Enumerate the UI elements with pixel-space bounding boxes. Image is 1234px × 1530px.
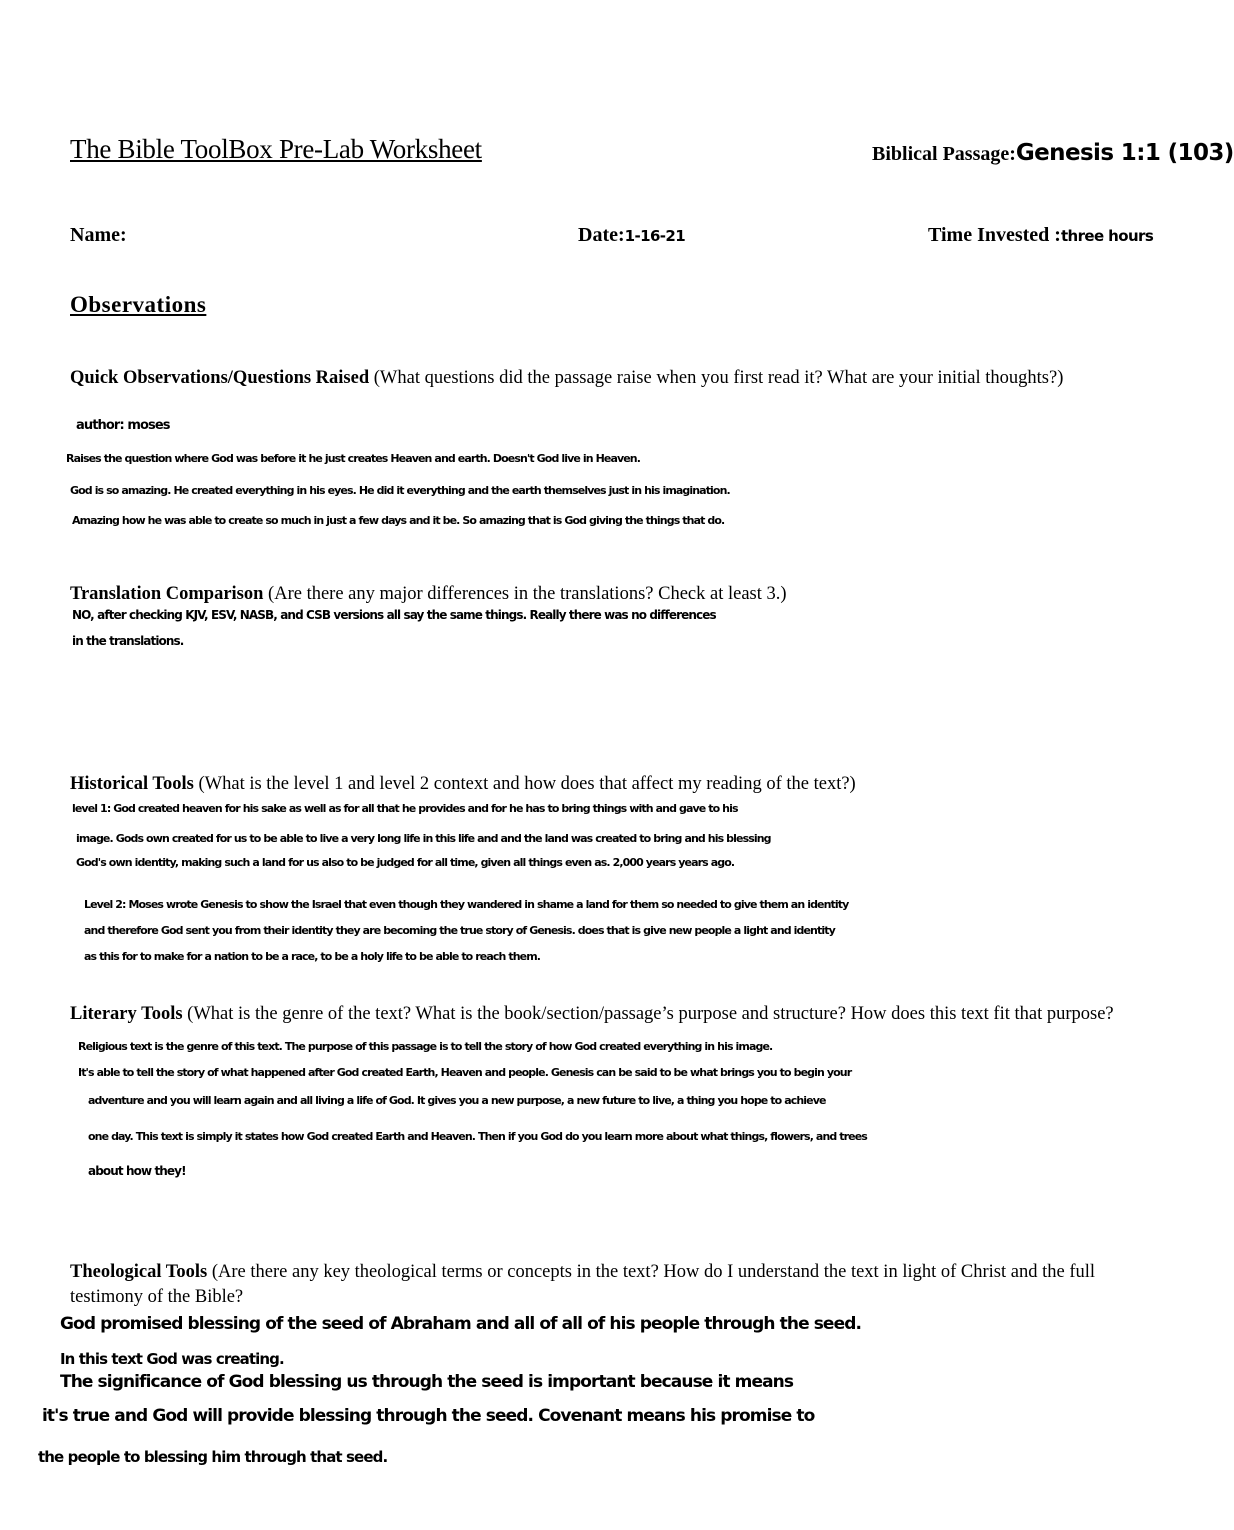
historical-answer-line: and therefore God sent you from their identity they are becoming the true story of Genesis. does that is give new people a light and identity — [84, 924, 835, 937]
observations-heading: Observations — [70, 292, 207, 317]
date-label: Date: — [578, 224, 625, 246]
name-field — [70, 224, 127, 247]
time-value: three hours — [1060, 227, 1154, 245]
theological-label: Theological Tools — [70, 1262, 208, 1282]
quick-answer-line: author: moses — [76, 418, 170, 433]
quick-observations-label: Quick Observations/Questions Raised — [70, 368, 370, 388]
passage-value: Genesis 1:1 (103) — [1015, 140, 1234, 166]
quick-observations-question: (What questions did the passage raise when you first read it? What are your initial thoughts?) — [369, 368, 1064, 388]
literary-answer-line: about how they! — [88, 1164, 186, 1178]
biblical-passage — [872, 140, 1234, 166]
historical-answer-line: God's own identity, making such a land for us also to be judged for all time, given all things even as. 2,000 years years ago. — [76, 856, 735, 869]
time-label: Time Invested : — [928, 224, 1061, 246]
historical-answer-line: Level 2: Moses wrote Genesis to show the Israel that even though they wandered in shame a land for them so needed to give them an identity — [84, 898, 849, 911]
worksheet-title: The Bible ToolBox Pre-Lab Worksheet — [70, 134, 482, 164]
theological-answer-line: The significance of God blessing us through the seed is important because it means — [60, 1372, 794, 1392]
translation-answer-line: NO, after checking KJV, ESV, NASB, and CSB versions all say the same things. Really there was no differences — [72, 608, 716, 622]
passage-label: Biblical Passage: — [872, 143, 1016, 165]
theological-prompt — [70, 1260, 1115, 1310]
time-invested-field — [928, 224, 1153, 247]
translation-answer-line: in the translations. — [72, 634, 184, 648]
theological-answer-line: God promised blessing of the seed of Abraham and all of all of his people through the seed. — [60, 1314, 862, 1334]
translation-label: Translation Comparison — [70, 584, 264, 604]
literary-prompt — [70, 1002, 1115, 1027]
date-value: 1-16-21 — [624, 227, 686, 245]
date-field — [578, 224, 685, 247]
historical-prompt — [70, 772, 1115, 797]
quick-answer-line: Raises the question where God was before it he just creates Heaven and earth. Doesn't God live in Heaven. — [66, 452, 641, 465]
theological-answer-line: the people to blessing him through that seed. — [38, 1448, 388, 1466]
name-label: Name: — [70, 224, 127, 246]
literary-answer-line: Religious text is the genre of this text. The purpose of this passage is to tell the story of how God created everything in his image. — [78, 1040, 773, 1053]
historical-answer-line: image. Gods own created for us to be able to live a very long life in this life and and the land was created to bring and his blessing — [76, 832, 771, 845]
quick-answer-line: God is so amazing. He created everything in his eyes. He did it everything and the earth themselves just in his imagination. — [70, 484, 730, 497]
historical-label: Historical Tools — [70, 774, 194, 794]
theological-question: (Are there any key theological terms or concepts in the text? How do I understand the text in light of Christ and the full testimony of the Bible? — [70, 1262, 1096, 1307]
theological-answer-line: In this text God was creating. — [60, 1350, 284, 1368]
historical-answer-line: level 1: God created heaven for his sake as well as for all that he provides and for he has to bring things with and gave to his — [72, 802, 738, 815]
translation-question: (Are there any major differences in the translations? Check at least 3.) — [263, 584, 787, 604]
literary-answer-line: It's able to tell the story of what happened after God created Earth, Heaven and people. Genesis can be said to be what brings you to begin your — [78, 1066, 852, 1079]
literary-answer-line: adventure and you will learn again and all living a life of God. It gives you a new purpose, a new future to live, a thing you hope to achieve — [88, 1094, 826, 1107]
quick-answer-line: Amazing how he was able to create so much in just a few days and it be. So amazing that is God giving the things that do. — [72, 514, 725, 527]
quick-observations-prompt — [70, 366, 1115, 391]
literary-answer-line: one day. This text is simply it states how God created Earth and Heaven. Then if you God do you learn more about what things, flowers, and trees — [88, 1130, 867, 1143]
literary-question: (What is the genre of the text? What is the book/section/passage’s purpose and structure? How does this text fit that purpose? — [182, 1004, 1114, 1024]
theological-answer-line: it's true and God will provide blessing through the seed. Covenant means his promise to — [42, 1406, 815, 1426]
historical-question: (What is the level 1 and level 2 context and how does that affect my reading of the text?) — [193, 774, 856, 794]
literary-label: Literary Tools — [70, 1004, 183, 1024]
translation-prompt — [70, 582, 1115, 607]
historical-answer-line: as this for to make for a nation to be a race, to be a holy life to be able to reach them. — [84, 950, 541, 963]
